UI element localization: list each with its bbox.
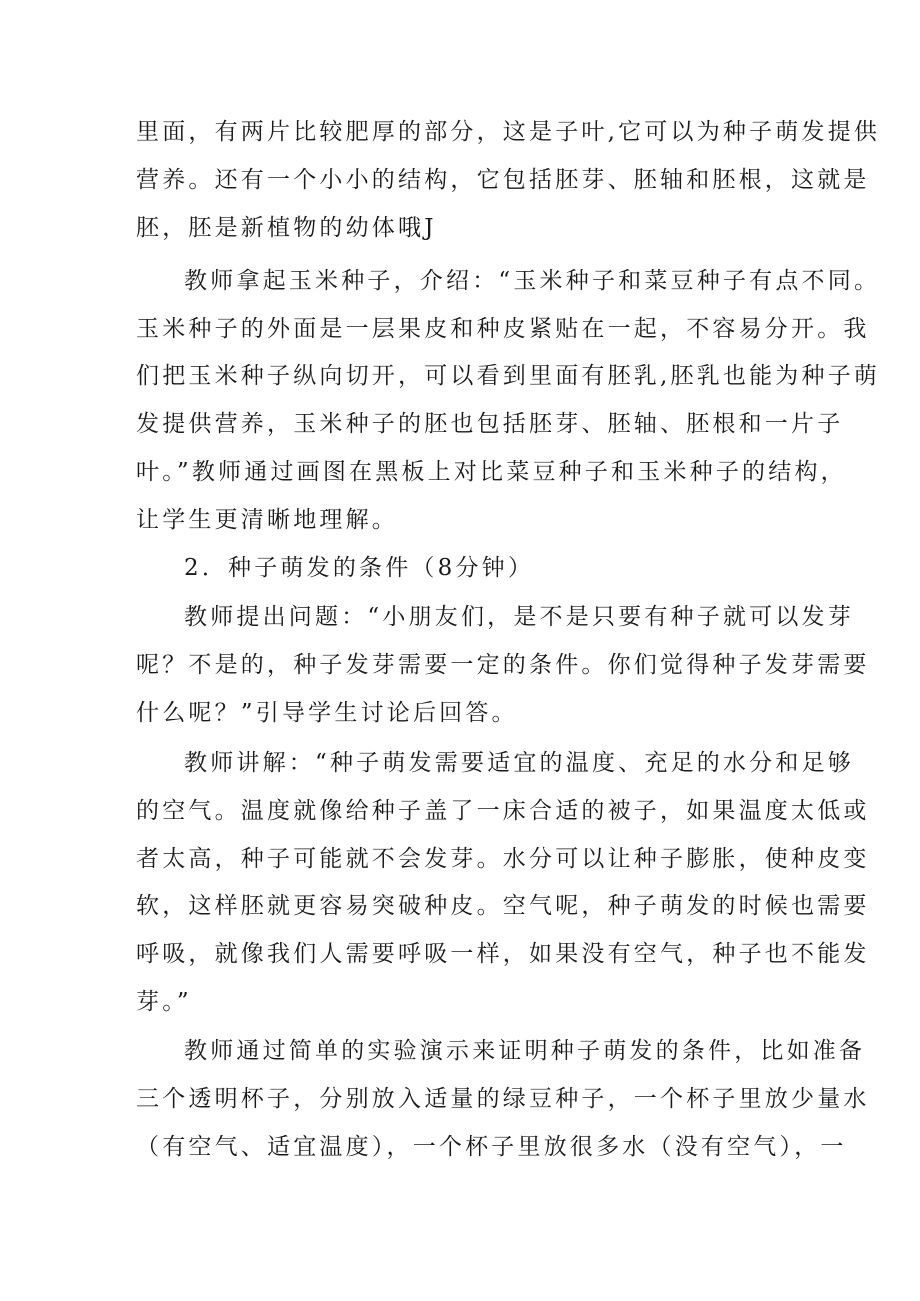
text-line: 芽。” <box>136 989 192 1015</box>
text-line: 里面，有两片比较肥厚的部分，这是子叶,它可以为种子萌发提供 <box>136 119 881 145</box>
text-line: 软，这样胚就更容易突破种皮。空气呢，种子萌发的时候也需要 <box>136 893 870 919</box>
text-line: 胚，胚是新植物的幼体哦J <box>136 215 437 241</box>
text-line: 者太高，种子可能就不会发芽。水分可以让种子膨胀，使种皮变 <box>136 846 870 872</box>
text-line: 呢？不是的，种子发芽需要一定的条件。你们觉得种子发芽需要 <box>136 652 870 678</box>
paragraph-first-line: 教师讲解：“种子萌发需要适宜的温度、充足的水分和足够 <box>184 750 854 776</box>
paragraph-first-line: 教师通过简单的实验演示来证明种子萌发的条件，比如准备 <box>184 1038 866 1064</box>
text-line: 让学生更清晰地理解。 <box>136 507 398 533</box>
text-line: 的空气。温度就像给种子盖了一床合适的被子，如果温度太低或 <box>136 798 870 824</box>
text-line: 叶。”教师通过画图在黑板上对比菜豆种子和玉米种子的结构， <box>136 459 847 485</box>
text-line: 发提供营养，玉米种子的胚也包括胚芽、胚轴、胚根和一片子 <box>136 411 844 437</box>
text-line: 玉米种子的外面是一层果皮和种皮紧贴在一起，不容易分开。我 <box>136 316 870 342</box>
paragraph-first-line: 教师提出问题：“小朋友们，是不是只要有种子就可以发芽 <box>184 604 854 630</box>
paragraph-first-line: 教师拿起玉米种子，介绍：“玉米种子和菜豆种子有点不同。 <box>184 268 881 294</box>
text-line: （有空气、适宜温度），一个杯子里放很多水（没有空气），一 <box>136 1134 847 1160</box>
text-line: 们把玉米种子纵向切开，可以看到里面有胚乳,胚乳也能为种子萌 <box>136 363 881 389</box>
section-heading: 2．种子萌发的条件（8分钟） <box>184 555 535 581</box>
text-line: 什么呢？”引导学生讨论后回答。 <box>136 700 518 726</box>
text-line: 营养。还有一个小小的结构，它包括胚芽、胚轴和胚根，这就是 <box>136 167 870 193</box>
text-line: 三个透明杯子，分别放入适量的绿豆种子，一个杯子里放少量水 <box>136 1086 870 1112</box>
text-line: 呼吸，就像我们人需要呼吸一样，如果没有空气，种子也不能发 <box>136 941 870 967</box>
